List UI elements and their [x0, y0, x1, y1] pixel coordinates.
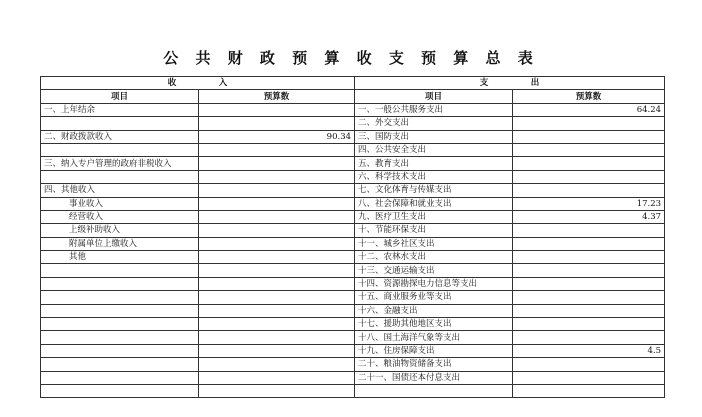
expense-value-cell [513, 130, 665, 143]
expense-value-cell [513, 371, 665, 384]
expense-value-cell [513, 224, 665, 237]
expense-value-cell [513, 331, 665, 344]
expense-item-cell: 十九、住房保障支出 [355, 344, 513, 357]
table-row [41, 197, 665, 210]
expense-value-cell [513, 384, 665, 397]
expense-header: 支 出 [355, 77, 665, 90]
expense-value-cell [513, 117, 665, 130]
section-header-row [41, 77, 665, 90]
expense-item-cell: 六、科学技术支出 [355, 170, 513, 183]
table-row [41, 170, 665, 183]
table-row [41, 344, 665, 357]
income-item-cell [41, 143, 199, 156]
income-item-cell [41, 371, 199, 384]
expense-item-cell: 三、国防支出 [355, 130, 513, 143]
expense-value-cell [513, 251, 665, 264]
income-item-cell: 附属单位上缴收入 [41, 237, 199, 250]
expense-item-cell: 十四、资源勘探电力信息等支出 [355, 277, 513, 290]
income-item-cell [41, 277, 199, 290]
table-row [41, 358, 665, 371]
income-item-cell: 其他 [41, 251, 199, 264]
expense-value-cell [513, 291, 665, 304]
income-value-cell [199, 384, 355, 397]
table-row [41, 251, 665, 264]
income-item-cell: 二、财政拨款收入 [41, 130, 199, 143]
income-value-cell [199, 251, 355, 264]
income-value-cell [199, 117, 355, 130]
expense-value-cell [513, 264, 665, 277]
income-item-cell: 事业收入 [41, 197, 199, 210]
income-item-cell [41, 358, 199, 371]
expense-value-cell [513, 184, 665, 197]
expense-item-cell: 十八、国土海洋气象等支出 [355, 331, 513, 344]
expense-value-cell [513, 358, 665, 371]
table-row [41, 224, 665, 237]
income-item-cell: 经营收入 [41, 210, 199, 223]
table-row [41, 237, 665, 250]
income-item-cell [41, 318, 199, 331]
income-value-cell [199, 103, 355, 116]
income-value-cell [199, 237, 355, 250]
table-row [41, 184, 665, 197]
expense-item-cell [355, 384, 513, 397]
expense-item-cell: 十三、交通运输支出 [355, 264, 513, 277]
income-value-cell [199, 277, 355, 290]
table-row [41, 318, 665, 331]
income-value-cell [199, 291, 355, 304]
income-item-cell [41, 170, 199, 183]
expense-value-cell: 4.37 [513, 210, 665, 223]
income-item-cell: 三、纳入专户管理的政府非税收入 [41, 157, 199, 170]
expense-item-cell: 一、一般公共服务支出 [355, 103, 513, 116]
expense-value-cell: 4.5 [513, 344, 665, 357]
income-item-cell [41, 291, 199, 304]
table-row [41, 117, 665, 130]
income-value-cell [199, 331, 355, 344]
expense-item-header: 项目 [355, 90, 513, 103]
expense-item-cell: 二十一、国债还本付息支出 [355, 371, 513, 384]
table-row [41, 103, 665, 116]
page-title: 公 共 财 政 预 算 收 支 预 算 总 表 [163, 49, 539, 67]
expense-value-cell [513, 304, 665, 317]
income-item-header: 项目 [41, 90, 199, 103]
table-row [41, 277, 665, 290]
table-row [41, 291, 665, 304]
income-item-cell [41, 384, 199, 397]
income-item-cell [41, 331, 199, 344]
expense-item-cell: 十一、城乡社区支出 [355, 237, 513, 250]
income-item-cell [41, 344, 199, 357]
expense-value-cell [513, 277, 665, 290]
expense-value-cell [513, 157, 665, 170]
table-row [41, 384, 665, 397]
table-row [41, 264, 665, 277]
income-value-cell [199, 304, 355, 317]
expense-item-cell: 八、社会保障和就业支出 [355, 197, 513, 210]
income-item-cell: 上级补助收入 [41, 224, 199, 237]
expense-item-cell: 七、文化体育与传媒支出 [355, 184, 513, 197]
expense-item-cell: 十、节能环保支出 [355, 224, 513, 237]
income-value-cell [199, 318, 355, 331]
table-row [41, 304, 665, 317]
income-value-cell [199, 197, 355, 210]
expense-budget-header: 预算数 [513, 90, 665, 103]
income-value-cell [199, 143, 355, 156]
expense-value-cell: 17.23 [513, 197, 665, 210]
budget-table [40, 76, 665, 398]
income-item-cell [41, 304, 199, 317]
income-value-cell [199, 371, 355, 384]
table-row [41, 210, 665, 223]
expense-item-cell: 十五、商业服务业等支出 [355, 291, 513, 304]
expense-value-cell [513, 318, 665, 331]
expense-item-cell: 二、外交支出 [355, 117, 513, 130]
expense-item-cell: 十七、援助其他地区支出 [355, 318, 513, 331]
income-budget-header: 预算数 [199, 90, 355, 103]
income-value-cell [199, 184, 355, 197]
income-item-cell [41, 117, 199, 130]
income-item-cell [41, 264, 199, 277]
income-value-cell [199, 170, 355, 183]
income-item-cell: 四、其他收入 [41, 184, 199, 197]
column-header-row [41, 90, 665, 103]
income-value-cell: 90.34 [199, 130, 355, 143]
expense-item-cell: 九、医疗卫生支出 [355, 210, 513, 223]
expense-value-cell [513, 143, 665, 156]
expense-value-cell [513, 237, 665, 250]
table-row [41, 130, 665, 143]
income-value-cell [199, 224, 355, 237]
income-value-cell [199, 344, 355, 357]
table-row [41, 331, 665, 344]
income-value-cell [199, 210, 355, 223]
income-value-cell [199, 157, 355, 170]
expense-item-cell: 十六、金融支出 [355, 304, 513, 317]
expense-value-cell [513, 170, 665, 183]
income-value-cell [199, 264, 355, 277]
income-header: 收 入 [41, 77, 355, 90]
table-row [41, 143, 665, 156]
table-row [41, 371, 665, 384]
expense-item-cell: 二十、粮油物资储备支出 [355, 358, 513, 371]
expense-item-cell: 四、公共安全支出 [355, 143, 513, 156]
table-row [41, 157, 665, 170]
expense-item-cell: 十二、农林水支出 [355, 251, 513, 264]
income-value-cell [199, 358, 355, 371]
expense-value-cell: 64.24 [513, 103, 665, 116]
income-item-cell: 一、上年结余 [41, 103, 199, 116]
expense-item-cell: 五、教育支出 [355, 157, 513, 170]
